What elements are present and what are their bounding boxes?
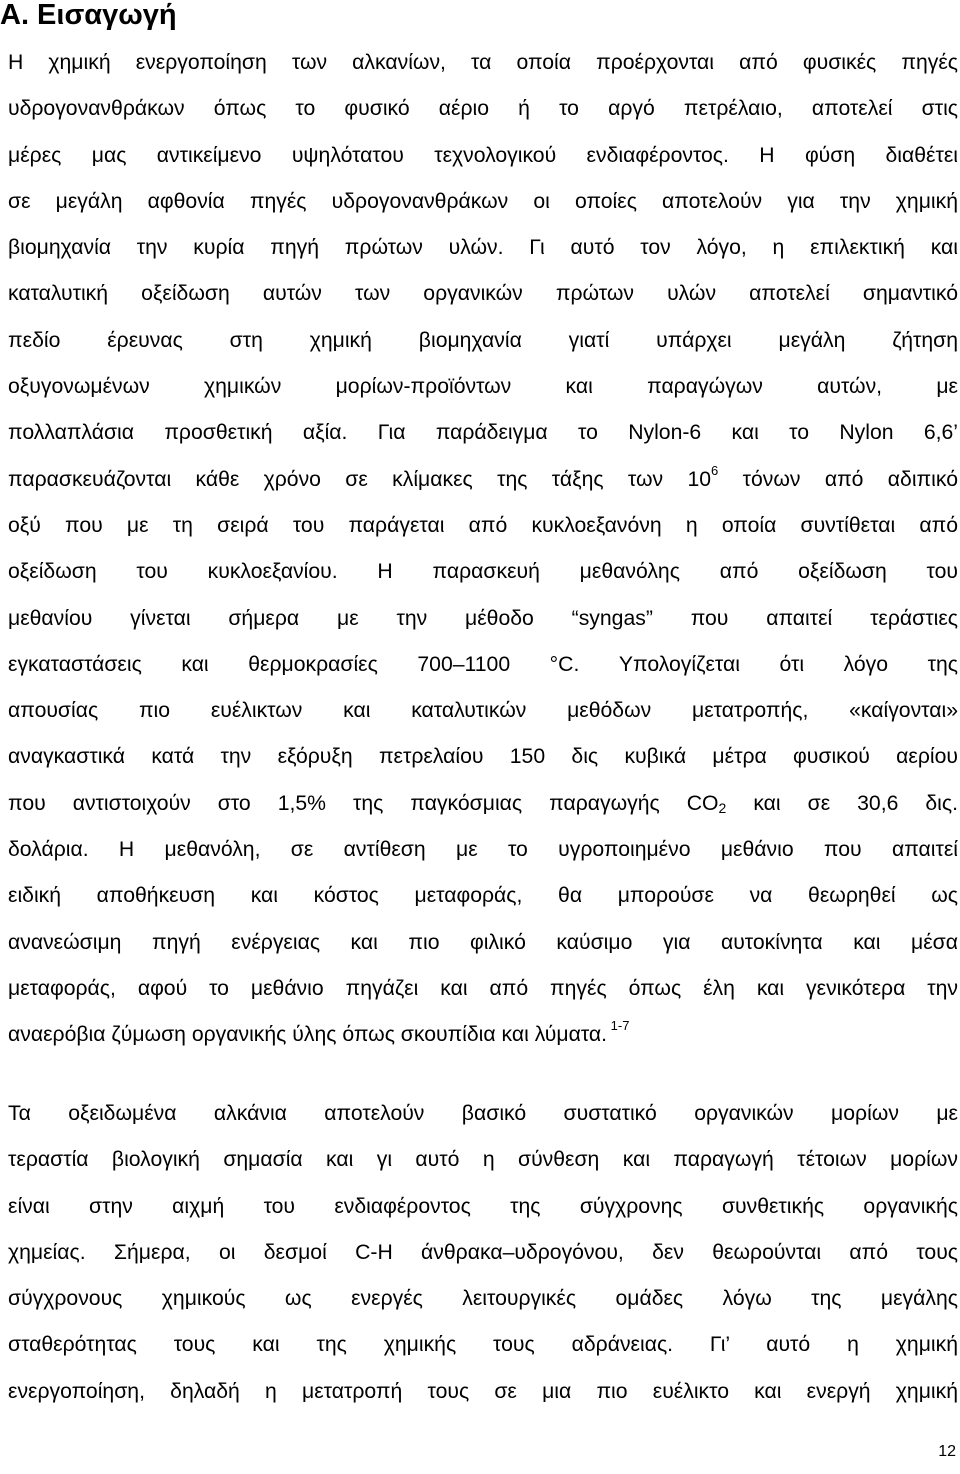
text-segment: αναερόβια ζύμωση οργανικής ύλης όπως σκουπίδια και λύματα.: [8, 1023, 608, 1047]
text-line: σε μεγάλη αφθονία πηγές υδρογονανθράκων οι οποίες αποτελούν για την χημική: [8, 189, 958, 213]
section-heading: Α. Εισαγωγή: [0, 0, 177, 31]
text-line: σταθερότητας τους και της χημικής τους αδράνειας. Γι’ αυτό η χημική: [8, 1333, 958, 1357]
text-line: οξύ που με τη σειρά του παράγεται από κυκλοεξανόνη η οποία συντίθεται από: [8, 513, 958, 537]
paragraph-oxidized-alkanes: [8, 1091, 958, 1415]
text-line: χημείας. Σήμερα, οι δεσμοί C-H άνθρακα–υδρογόνου, δεν θεωρούνται από τους: [8, 1240, 958, 1264]
text-line: σύγχρονους χημικούς ως ενεργές λειτουργικές ομάδες λόγω της μεγάλης: [8, 1287, 958, 1311]
text-line-with-exponent: [8, 457, 958, 503]
text-line: απουσίας πιο ευέλικτων και καταλυτικών μεθόδων μετατροπής, «καίγονται»: [8, 699, 958, 723]
citation-reference: 1-7: [607, 1018, 630, 1034]
text-line: εγκαταστάσεις και θερμοκρασίες 700–1100 °C. Υπολογίζεται ότι λόγο της: [8, 652, 958, 676]
text-line: μεθανίου γίνεται σήμερα με την μέθοδο “syngas” που απαιτεί τεράστιες: [8, 606, 958, 630]
text-line: υδρογονανθράκων όπως το φυσικό αέριο ή το αργό πετρέλαιο, αποτελεί στις: [8, 97, 958, 121]
text-segment: παρασκευάζονται κάθε χρόνο σε κλίμακες της τάξης των 10: [8, 467, 712, 491]
text-line-with-subscript: [8, 781, 958, 827]
exponent: 6: [711, 462, 719, 478]
text-line: είναι στην αιχμή του ενδιαφέροντος της σύγχρονης συνθετικής οργανικής: [8, 1194, 958, 1218]
text-line: δολάρια. Η μεθανόλη, σε αντίθεση με το υγροποιημένο μεθάνιο που απαιτεί: [8, 838, 958, 862]
text-line: πεδίο έρευνας στη χημική βιομηχανία γιατί υπάρχει μεγάλη ζήτηση: [8, 328, 958, 352]
text-segment: και σε 30,6 δις.: [726, 791, 958, 815]
text-line: αναγκαστικά κατά την εξόρυξη πετρελαίου 150 δις κυβικά μέτρα φυσικού αερίου: [8, 745, 958, 769]
text-segment: που αντιστοιχούν στο 1,5% της παγκόσμιας παραγωγής CO: [8, 791, 719, 815]
text-line-with-citation: [8, 1012, 958, 1058]
text-line: Τα οξειδωμένα αλκάνια αποτελούν βασικό συστατικό οργανικών μορίων με: [8, 1102, 958, 1125]
text-line: ειδική αποθήκευση και κόστος μεταφοράς, θα μπορούσε να θεωρηθεί ως: [8, 884, 958, 908]
text-line: μέρες μας αντικείμενο υψηλότατου τεχνολογικού ενδιαφέροντος. Η φύση διαθέτει: [8, 143, 958, 167]
text-line: τεραστία βιολογική σημασία και γι αυτό η σύνθεση και παραγωγή τέτοιων μορίων: [8, 1148, 958, 1172]
text-line: πολλαπλάσια προσθετική αξία. Για παράδειγμα το Nylon-6 και το Nylon 6,6’: [8, 421, 958, 445]
text-line: καταλυτική οξείδωση αυτών των οργανικών πρώτων υλών αποτελεί σημαντικό: [8, 282, 958, 306]
paragraph-introduction: [8, 40, 958, 1059]
subscript: 2: [718, 799, 727, 816]
text-line: μεταφοράς, αφού το μεθάνιο πηγάζει και από πηγές όπως έλη και γενικότερα την: [8, 976, 958, 1000]
text-line: Η χημική ενεργοποίηση των αλκανίων, τα οποία προέρχονται από φυσικές πηγές: [8, 51, 958, 74]
text-line: ανανεώσιμη πηγή ενέργειας και πιο φιλικό καύσιμο για αυτοκίνητα και μέσα: [8, 930, 958, 954]
text-line: βιομηχανία την κυρία πηγή πρώτων υλών. Γι αυτό τον λόγο, η επιλεκτική και: [8, 236, 958, 260]
text-line: ενεργοποίηση, δηλαδή η μετατροπή τους σε μια πιο ευέλικτο και ενεργή χημική: [8, 1379, 958, 1403]
text-segment: τόνων από αδιπικό: [718, 467, 958, 491]
page-number: 12: [938, 1443, 956, 1460]
text-line: οξείδωση του κυκλοεξανίου. Η παρασκευή μεθανόλης από οξείδωση του: [8, 560, 958, 584]
text-line: οξυγονωμένων χημικών μορίων-προϊόντων και παραγώγων αυτών, με: [8, 375, 958, 399]
